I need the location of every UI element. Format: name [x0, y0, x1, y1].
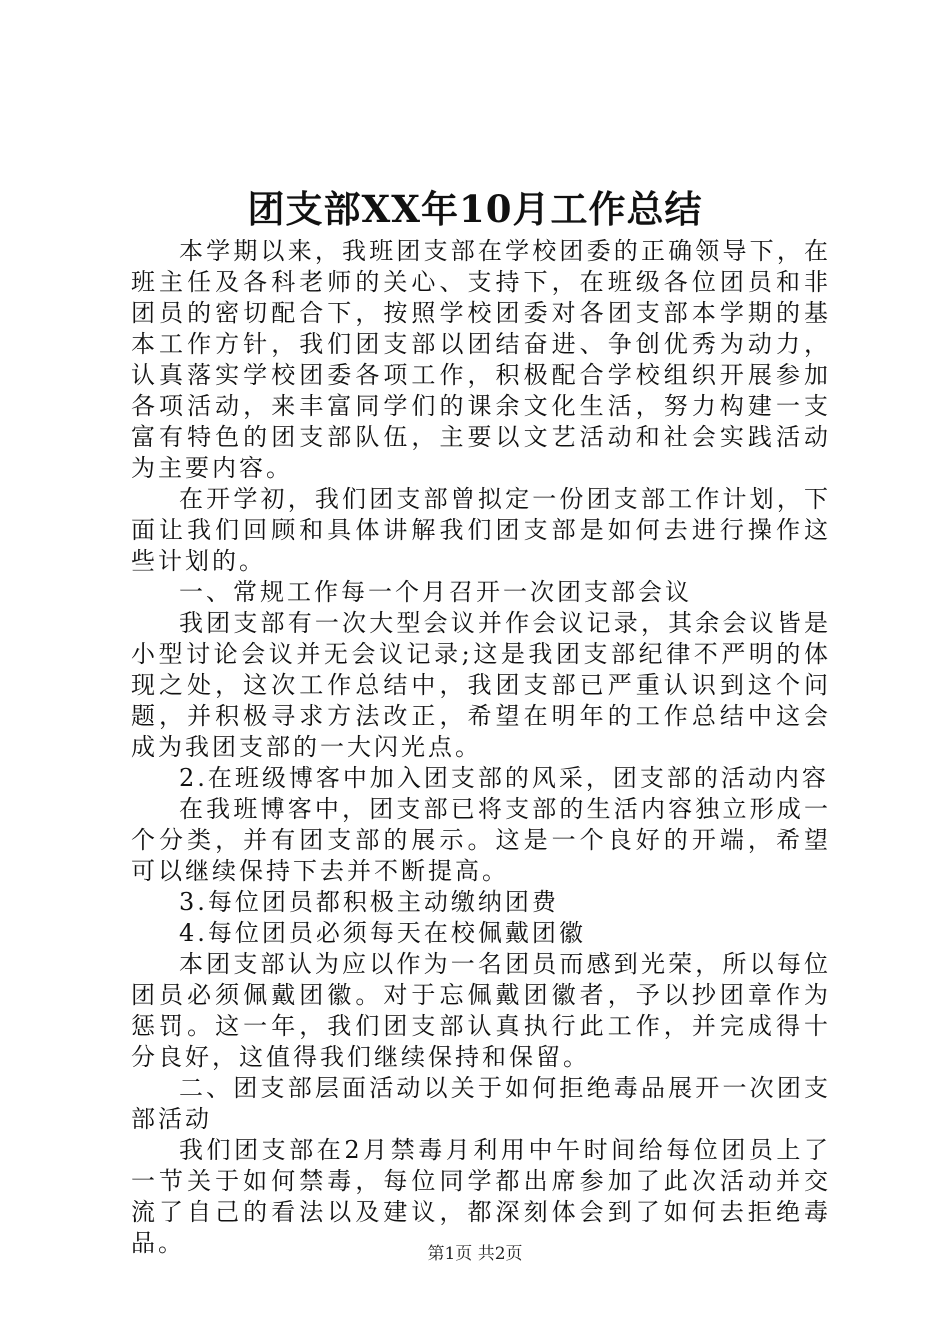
item-fees: 3.每位团员都积极主动缴纳团费	[179, 888, 559, 916]
paragraph-intro: 本学期以来，我班团支部在学校团委的正确领导下，在班主任及各科老师的关心、支持下，在班级各位团员和非团员的密切配合下，按照学校团委对各团支部本学期的基本工作方针，我们团支部以团结奋进、争创优秀为动力，认真落实学校团委各项工作，积极配合学校组织开展参加各项活动，来丰富同学们的课余文化生活，努力构建一支富有特色的团支部队伍，主要以文艺活动和社会实践活动为主要内容。	[131, 237, 831, 482]
paragraph-plan: 在开学初，我们团支部曾拟定一份团支部工作计划，下面让我们回顾和具体讲解我们团支部是如何去进行操作这些计划的。	[131, 485, 831, 575]
document-title: 团支部XX年10月工作总结	[247, 187, 703, 231]
paragraph-meetings: 我团支部有一次大型会议并作会议记录，其余会议皆是小型讨论会议并无会议记录;这是我团支部纪律不严明的体现之处，这次工作总结中，我团支部已严重认识到这个问题，并积极寻求方法改正，希望在明年的工作总结中这会成为我团支部的一大闪光点。	[131, 609, 831, 761]
document-body	[131, 236, 831, 1259]
paragraph-badge: 本团支部认为应以作为一名团员而感到光荣，所以每位团员必须佩戴团徽。对于忘佩戴团徽者，予以抄团章作为惩罚。这一年，我们团支部认真执行此工作，并完成得十分良好，这值得我们继续保持和保留。	[131, 950, 831, 1071]
item-blog: 2.在班级博客中加入团支部的风采，团支部的活动内容	[179, 764, 829, 792]
heading-routine-work: 一、常规工作每一个月召开一次团支部会议	[179, 578, 692, 606]
paragraph-blog: 在我班博客中，团支部已将支部的生活内容独立形成一个分类，并有团支部的展示。这是一个良好的开端，希望可以继续保持下去并不断提高。	[131, 795, 831, 885]
page-footer: 第1页 共2页	[427, 1244, 523, 1264]
item-badge: 4.每位团员必须每天在校佩戴团徽	[179, 919, 586, 947]
heading-activities: 二、团支部层面活动以关于如何拒绝毒品展开一次团支部活动	[131, 1074, 831, 1133]
paragraph-anti-drug: 我们团支部在2月禁毒月利用中午时间给每位团员上了一节关于如何禁毒，每位同学都出席参加了此次活动并交流了自己的看法以及建议，都深刻体会到了如何去拒绝毒品。	[131, 1136, 831, 1257]
